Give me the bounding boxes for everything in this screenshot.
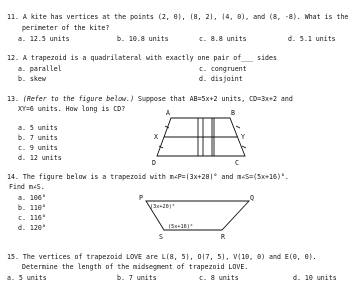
q14-choice-c: c. 116° xyxy=(18,214,46,222)
q14-label-s: S xyxy=(159,233,163,241)
q14-stem-line2: Find m∠S. xyxy=(9,183,45,191)
q15-choice-a: a. 5 units xyxy=(7,274,47,282)
q14-label-r: R xyxy=(221,233,225,241)
q12-stem: 12. A trapezoid is a quadrilateral with exactly one pair of___ sides xyxy=(7,54,277,62)
q13-stem-text: Suppose that AB=5x+2 units, CD=3x+2 and xyxy=(134,95,293,103)
q13-choice-a: a. 5 units xyxy=(18,124,58,132)
q13-label-a: A xyxy=(166,109,170,117)
q13-number: 13. xyxy=(7,95,23,103)
q13-choice-d: d. 12 units xyxy=(18,154,62,162)
q14-angle-s-label: (5x+16)° xyxy=(168,224,193,230)
q14-stem-line1: 14. The figure below is a trapezoid with m∠P=(3x+20)° and m∠S=(5x+16)°. xyxy=(7,173,289,181)
q12-choice-d: d. disjoint xyxy=(199,75,243,83)
q15-choice-c: c. 8 units xyxy=(199,274,239,282)
q13-label-x: X xyxy=(154,133,158,141)
q11-choice-b: b. 10.8 units xyxy=(117,35,169,43)
q15-stem-line2: Determine the length of the midsegment of trapezoid LOVE. xyxy=(22,263,249,271)
q12-choice-c: c. congruent xyxy=(199,65,247,73)
q14-label-p: P xyxy=(139,194,143,202)
q13-label-c: C xyxy=(235,159,239,167)
q14-choice-b: b. 110° xyxy=(18,204,46,212)
q14-choice-d: d. 120° xyxy=(18,224,46,232)
q14-choice-a: a. 106° xyxy=(18,194,46,202)
q13-label-d: D xyxy=(152,159,156,167)
q11-choice-d: d. 5.1 units xyxy=(288,35,336,43)
q11-stem-line1: 11. A kite has vertices at the points (2, 0), (8, 2), (4, 0), and (8, -8). What is the xyxy=(7,13,349,21)
q12-choice-a: a. parallel xyxy=(18,65,62,73)
q13-choice-c: c. 9 units xyxy=(18,144,58,152)
q14-label-q: Q xyxy=(250,194,254,202)
q15-choice-d: d. 10 units xyxy=(293,274,337,282)
q13-choice-b: b. 7 units xyxy=(18,134,58,142)
q15-choice-b: b. 7 units xyxy=(117,274,157,282)
q13-label-y: Y xyxy=(241,133,245,141)
q11-choice-c: c. 8.8 units xyxy=(199,35,247,43)
q11-choice-a: a. 12.5 units xyxy=(18,35,70,43)
q13-label-b: B xyxy=(231,109,235,117)
q15-stem-line1: 15. The vertices of trapezoid LOVE are L(8, 5), O(7, 5), V(10, 0) and E(0, 0). xyxy=(7,253,317,261)
q13-stem-line2: XY=6 units. How long is CD? xyxy=(18,105,126,113)
q14-angle-p-label: (3x+20)° xyxy=(150,204,175,210)
q12-choice-b: b. skew xyxy=(18,75,46,83)
q13-figure-reference: (Refer to the figure below.) xyxy=(22,95,135,103)
q11-stem-line2: perimeter of the kite? xyxy=(22,24,110,32)
